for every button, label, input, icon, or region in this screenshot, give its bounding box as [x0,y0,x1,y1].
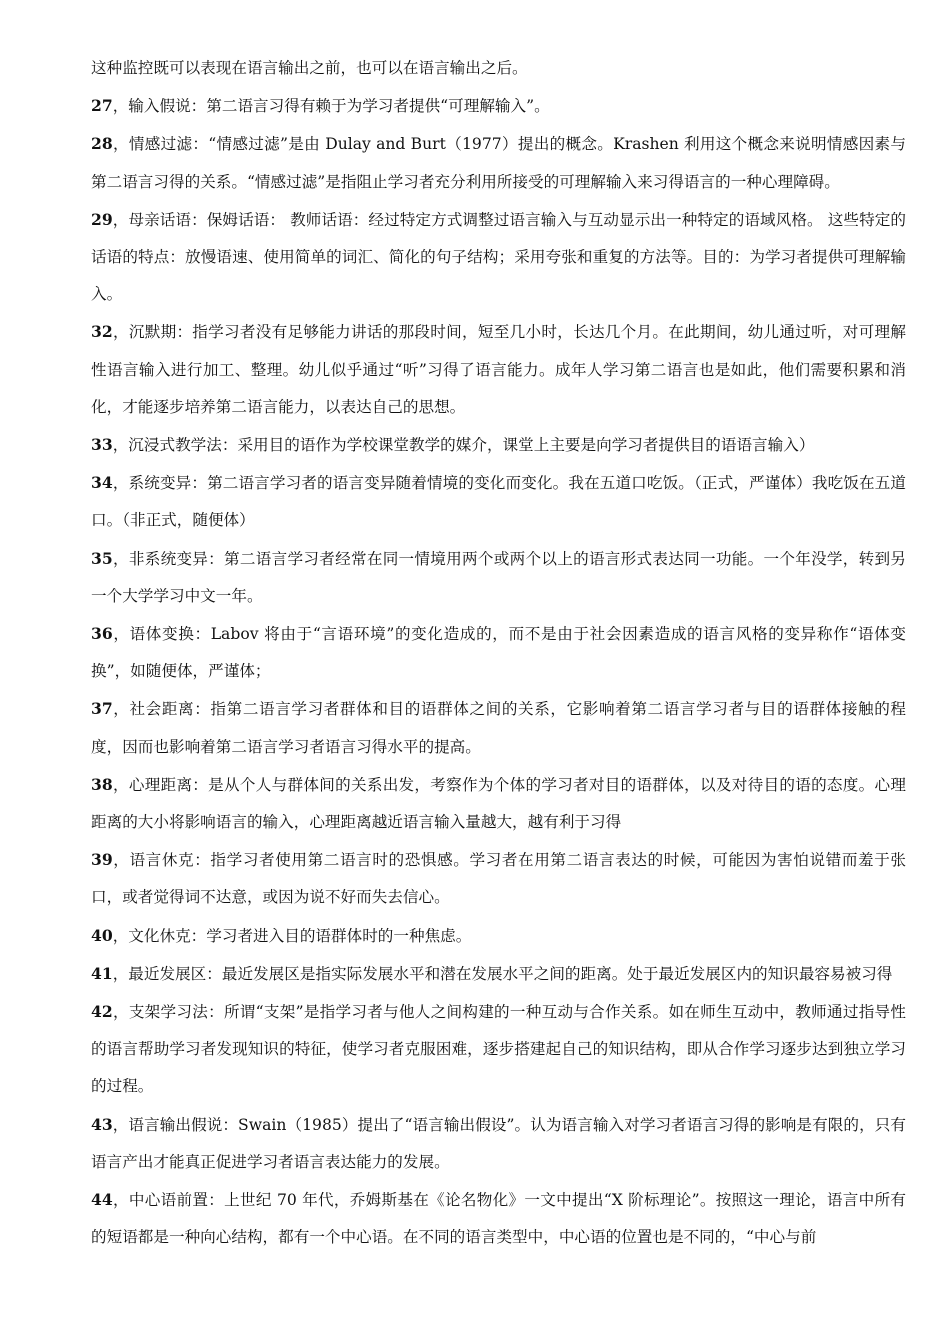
item-number: 39 [91,850,113,870]
paragraph-36 [91,615,906,690]
paragraph-text: 这种监控既可以表现在语言输出之前，也可以在语言输出之后。 [91,59,528,77]
item-number: 29 [91,209,113,229]
paragraph-text: ，语言输出假说：Swain（1985）提出了“语言输出假设”。认为语言输入对学习者语言习得的影响是有限的，只有语言产出才能真正促进学习者语言表达能力的发展。 [91,1115,906,1171]
paragraph-text: ，母亲话语：保姆话语： 教师话语：经过特定方式调整过语言输入与互动显示出一种特定的语域风格。 这些特定的话语的特点：放慢语速、使用简单的词汇、简化的句子结构；采用夸张和重复的方法等。目的：为学习者提供可理解输入。 [91,210,906,304]
paragraph-29 [91,201,906,314]
item-number: 44 [91,1190,113,1210]
paragraph-27 [91,87,906,125]
item-number: 32 [91,322,113,342]
paragraph-32 [91,313,906,426]
paragraph-text: ，语体变换：Labov 将由于“言语环境”的变化造成的，而不是由于社会因素造成的语言风格的变异称作“语体变换”，如随便体，严谨体； [91,625,906,681]
paragraph-text: ，最近发展区：最近发展区是指实际发展水平和潜在发展水平之间的距离。处于最近发展区内的知识最容易被习得 [112,964,893,983]
item-number: 34 [91,473,113,493]
paragraph-33 [91,426,906,464]
paragraph-text: ，沉浸式教学法：采用目的语作为学校课堂教学的媒介，课堂上主要是向学习者提供目的语语言输入） [112,436,815,455]
item-number: 40 [91,925,113,945]
paragraph-35 [91,540,906,615]
paragraph-text: ，情感过滤：“情感过滤”是由 Dulay and Burt（1977）提出的概念。Krashen 利用这个概念来说明情感因素与第二语言习得的关系。“情感过滤”是指阻止学习者充分利用所接受的可理解输入来习得语言的一种心理障碍。 [91,135,906,191]
item-number: 27 [91,96,113,116]
paragraph-text: ，心理距离：是从个人与群体间的关系出发，考察作为个体的学习者对目的语群体，以及对待目的语的态度。心理距离的大小将影响语言的输入，心理距离越近语言输入量越大，越有利于习得 [91,775,906,832]
paragraph-34 [91,464,906,539]
item-number: 33 [91,435,113,455]
item-number: 36 [91,624,113,644]
paragraph-text: ，语言休克：指学习者使用第二语言时的恐惧感。学习者在用第二语言表达的时候，可能因为害怕说错而羞于张口，或者觉得词不达意，或因为说不好而失去信心。 [91,851,906,907]
paragraph-39 [91,841,906,916]
paragraph-41 [91,955,906,993]
paragraph-text: ，中心语前置：上世纪 70 年代，乔姆斯基在《论名物化》一文中提出“X 阶标理论”。按照这一理论，语言中所有的短语都是一种向心结构，都有一个中心语。在不同的语言类型中，中心语的位置也是不同的，“中心与前 [91,1191,906,1247]
item-number: 42 [91,1002,113,1022]
paragraph-42 [91,993,906,1106]
paragraph-43 [91,1106,906,1181]
item-number: 28 [91,134,113,154]
item-number: 41 [91,963,113,983]
paragraph-38 [91,766,906,841]
paragraph-text: ，支架学习法：所谓“支架”是指学习者与他人之间构建的一种互动与合作关系。如在师生互动中，教师通过指导性的语言帮助学习者发现知识的特征，使学习者克服困难，逐步搭建起自己的知识结构，即从合作学习逐步达到独立学习的过程。 [91,1003,906,1096]
item-number: 35 [91,548,113,568]
paragraph-28 [91,125,906,200]
paragraph-37 [91,690,906,765]
item-number: 43 [91,1114,113,1134]
paragraph-text: ，社会距离：指第二语言学习者群体和目的语群体之间的关系，它影响着第二语言学习者与目的语群体接触的程度，因而也影响着第二语言学习者语言习得水平的提高。 [91,700,906,756]
paragraph-text: ，文化休克：学习者进入目的语群体时的一种焦虑。 [112,926,472,945]
paragraph-40 [91,917,906,955]
paragraph-44 [91,1181,906,1256]
paragraph-text: ，系统变异：第二语言学习者的语言变异随着情境的变化而变化。我在五道口吃饭。（正式，严谨体）我吃饭在五道口。（非正式，随便体） [91,474,906,530]
paragraph-continuation [91,50,906,87]
paragraph-text: ，沉默期：指学习者没有足够能力讲话的那段时间，短至几小时，长达几个月。在此期间，幼儿通过听，对可理解性语言输入进行加工、整理。幼儿似乎通过“听”习得了语言能力。成年人学习第二语言也是如此，他们需要积累和消化，才能逐步培养第二语言能力，以表达自己的思想。 [91,323,906,416]
item-number: 37 [91,699,113,719]
paragraph-text: ，非系统变异：第二语言学习者经常在同一情境用两个或两个以上的语言形式表达同一功能。一个年没学，转到另一个大学学习中文一年。 [91,549,906,605]
item-number: 38 [91,774,113,794]
paragraph-text: ，输入假说：第二语言习得有赖于为学习者提供“可理解输入”。 [112,97,550,116]
